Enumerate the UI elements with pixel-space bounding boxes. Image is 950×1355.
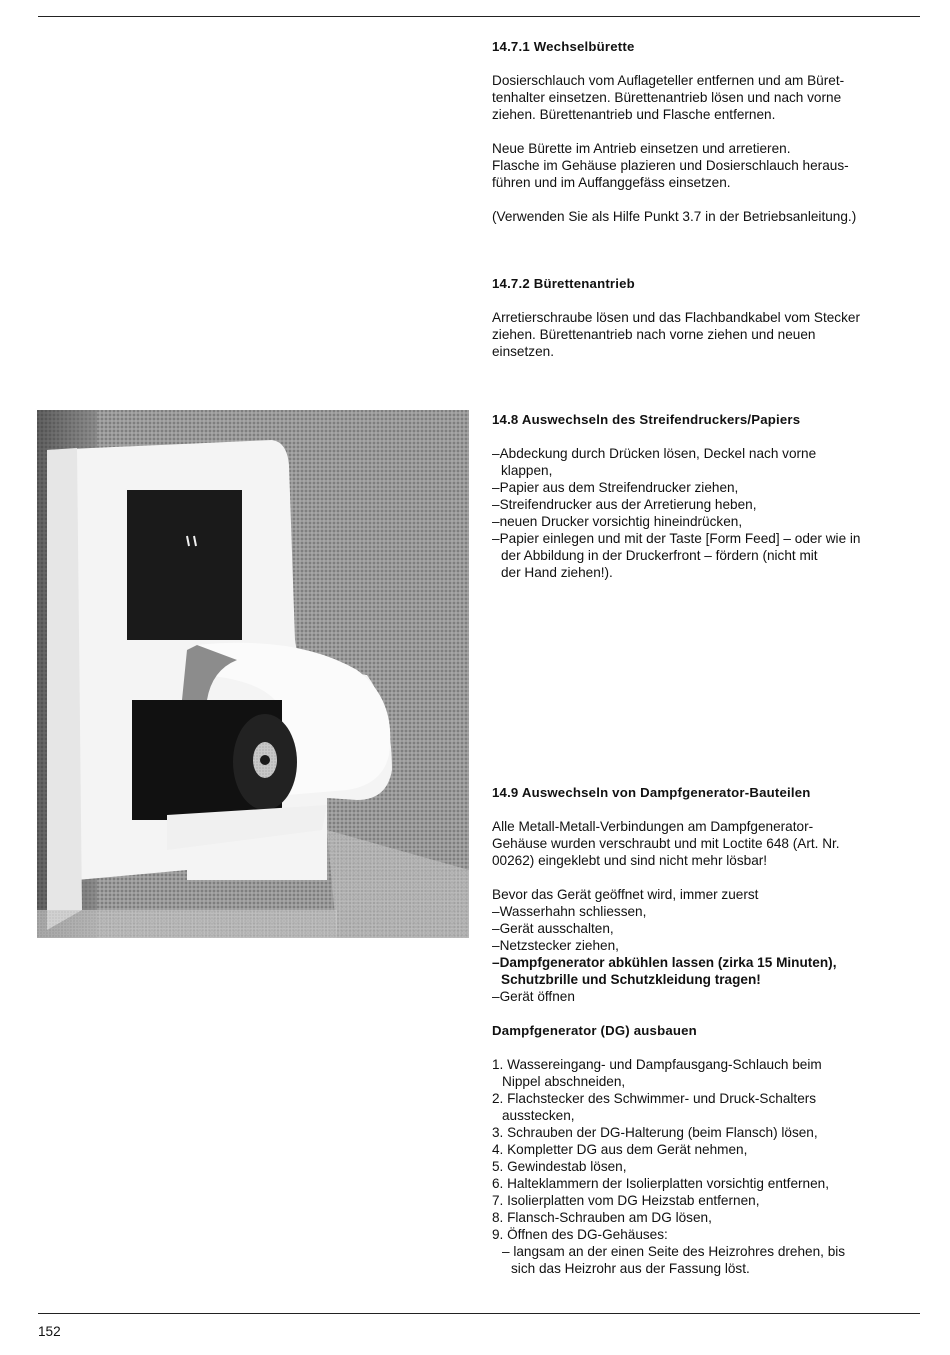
section-14-9 [492,784,924,1277]
section-14-7-1 [492,38,924,225]
list-item: – Streifendrucker aus der Arretierung heben, [492,496,924,513]
list-item: – Gerät öffnen [492,988,924,1005]
steps-list [492,1056,924,1243]
list-item: – neuen Drucker vorsichtig hineindrücken, [492,513,924,530]
heading-14-9: 14.9 Auswechseln von Dampfgenerator-Bauteilen [492,785,811,800]
list-item: 3. Schrauben der DG-Halterung (beim Flansch) lösen, [492,1125,818,1140]
list-item: – Netzstecker ziehen, [492,937,924,954]
list-item: 9. Öffnen des DG-Gehäuses: [492,1227,668,1242]
paragraph: Neue Bürette im Antrieb einsetzen und arretieren. Flasche im Gehäuse plazieren und Dosierschlauch heraus- führen und im Auffanggefäss einsetzen. [492,141,849,190]
paragraph: Bevor das Gerät geöffnet wird, immer zuerst [492,887,759,902]
page-number: 152 [38,1324,61,1339]
section-14-8 [492,411,924,581]
subheading-dg-ausbauen: Dampfgenerator (DG) ausbauen [492,1023,697,1038]
heading-14-7-2: 14.7.2 Bürettenantrieb [492,276,635,291]
top-rule [38,16,920,17]
list-item: – Papier einlegen und mit der Taste [Form Feed] – oder wie in der Abbildung in der Druckerfront – fördern (nicht mit der Hand ziehen!). [492,530,924,581]
list-item: – Abdeckung durch Drücken lösen, Deckel nach vorne klappen, [492,445,924,479]
substep: – langsam an der einen Seite des Heizrohres drehen, bis sich das Heizrohr aus der Fassung löst. [492,1243,924,1277]
printer-photo [37,410,469,938]
list-item: 7. Isolierplatten vom DG Heizstab entfernen, [492,1193,760,1208]
list-item: 4. Kompletter DG aus dem Gerät nehmen, [492,1142,748,1157]
section-14-7-2 [492,275,924,360]
list-item: 1. Wassereingang- und Dampfausgang-Schlauch beim Nippel abschneiden, [492,1057,822,1089]
list-item: 2. Flachstecker des Schwimmer- und Druck-Schalters ausstecken, [492,1091,817,1123]
instruction-list [492,445,924,581]
list-item: 8. Flansch-Schrauben am DG lösen, [492,1210,712,1225]
paragraph: Alle Metall-Metall-Verbindungen am Dampfgenerator- Gehäuse wurden verschraubt und mit Loctite 648 (Art. Nr. 00262) eingeklebt und sind nicht mehr lösbar! [492,819,840,868]
precaution-list [492,903,924,1005]
list-item: 6. Halteklammern der Isolierplatten vorsichtig entfernen, [492,1176,829,1191]
list-item-warning: – Dampfgenerator abkühlen lassen (zirka 15 Minuten), Schutzbrille und Schutzkleidung tragen! [492,954,924,988]
list-item: – Papier aus dem Streifendrucker ziehen, [492,479,924,496]
paragraph: Arretierschraube lösen und das Flachbandkabel vom Stecker ziehen. Bürettenantrieb nach vorne ziehen und neuen einsetzen. [492,310,860,359]
heading-14-7-1: 14.7.1 Wechselbürette [492,39,635,54]
list-item: 5. Gewindestab lösen, [492,1159,627,1174]
paragraph: (Verwenden Sie als Hilfe Punkt 3.7 in der Betriebsanleitung.) [492,209,857,224]
paragraph: Dosierschlauch vom Auflageteller entfernen und am Büret- tenhalter einsetzen. Bürettenantrieb lösen und nach vorne ziehen. Bürettenantrieb und Flasche entfernen. [492,73,845,122]
list-item: – Wasserhahn schliessen, [492,903,924,920]
heading-14-8: 14.8 Auswechseln des Streifendruckers/Papiers [492,412,801,427]
list-item: – Gerät ausschalten, [492,920,924,937]
bottom-rule [38,1313,920,1314]
